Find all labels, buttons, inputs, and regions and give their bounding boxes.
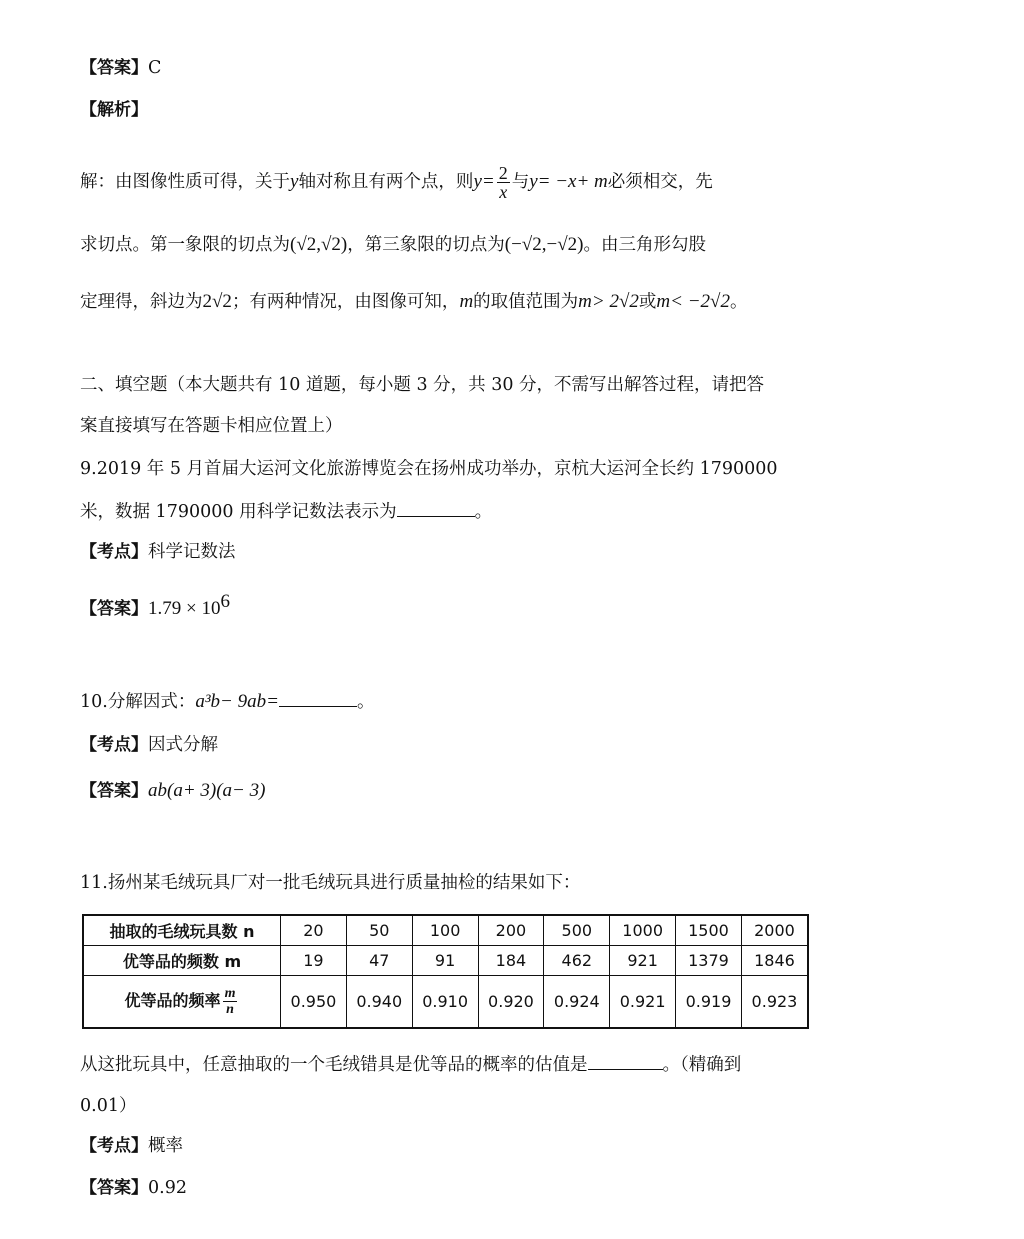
q11-answer-value: 0.92	[148, 1178, 187, 1198]
table-cell: 462	[544, 945, 610, 975]
row-header	[83, 976, 281, 1028]
text: 。（精确到	[662, 1055, 742, 1075]
table-cell: 200	[478, 915, 544, 945]
table-cell: 0.910	[412, 976, 478, 1028]
q8-analysis-line	[80, 98, 148, 122]
table-cell: 47	[346, 945, 412, 975]
text: 。	[474, 502, 493, 522]
q10-point-line	[80, 733, 218, 757]
table-cell: 500	[544, 915, 610, 945]
row-header: 抽取的毛绒玩具数 n	[83, 915, 281, 945]
table-cell: 184	[478, 945, 544, 975]
answer-blank	[397, 498, 475, 517]
table-cell: 0.923	[741, 976, 808, 1028]
q11-answer-line	[80, 1176, 187, 1200]
q11-point-line	[80, 1134, 183, 1158]
range-2: m< −2√2	[656, 291, 730, 312]
q9-line-2	[80, 498, 492, 524]
text: 。	[729, 292, 748, 312]
q10-question-line	[80, 688, 374, 714]
fraction-denominator: n	[226, 1002, 234, 1018]
answer-blank	[279, 688, 357, 707]
text: ；有两种情况，由图像可知，	[231, 292, 460, 312]
q9-point-line	[80, 540, 236, 564]
point-tag: 【考点】	[80, 735, 148, 755]
table-cell: 0.920	[478, 976, 544, 1028]
q9-line-1: 9.2019 年 5 月首届大运河文化旅游博览会在扬州成功举办，京杭大运河全长约 1790000	[80, 459, 778, 479]
q8-solution-line-3	[80, 290, 747, 314]
text: 从这批玩具中，任意抽取的一个毛绒错具是优等品的概率的估值是	[80, 1055, 588, 1075]
q8-solution-line-2	[80, 233, 706, 257]
q9-answer-exponent: 6	[220, 591, 230, 612]
analysis-tag: 【解析】	[80, 100, 148, 120]
q10-answer-line	[80, 779, 265, 803]
table-cell: 1500	[676, 915, 742, 945]
fraction-numerator: 2	[498, 163, 508, 183]
table-cell: 50	[346, 915, 412, 945]
table-cell: 20	[281, 915, 347, 945]
q8-answer-line	[80, 56, 161, 80]
table-cell: 2000	[741, 915, 808, 945]
tangent-point-2: (−√2,−√2)	[504, 234, 584, 255]
point-tag: 【考点】	[80, 1136, 148, 1156]
text: 或	[638, 292, 657, 312]
text: 。	[356, 692, 375, 712]
table-cell: 0.919	[676, 976, 742, 1028]
row-header-text: 优等品的频率	[124, 991, 221, 1011]
table-cell: 0.940	[346, 976, 412, 1028]
answer-tag: 【答案】	[80, 598, 148, 619]
table-cell: 19	[281, 945, 347, 975]
table-cell: 91	[412, 945, 478, 975]
range-1: m> 2√2	[578, 291, 639, 312]
quality-inspection-table	[82, 914, 809, 1029]
answer-tag: 【答案】	[80, 1178, 148, 1198]
table-cell: 921	[610, 945, 676, 975]
q9-point-value: 科学记数法	[148, 542, 236, 562]
tangent-point-1: (√2,√2)	[290, 234, 348, 255]
var-y: y	[290, 171, 299, 192]
table-row	[83, 945, 808, 975]
fraction-denominator: x	[499, 182, 508, 202]
answer-blank	[588, 1051, 663, 1070]
point-tag: 【考点】	[80, 542, 148, 562]
answer-tag: 【答案】	[80, 781, 148, 801]
fraction-m-over-n	[223, 986, 238, 1017]
text: ，第三象限的切点为	[347, 235, 505, 255]
table-row	[83, 976, 808, 1028]
row-header: 优等品的频数 m	[83, 945, 281, 975]
table-cell: 0.924	[544, 976, 610, 1028]
q11-question-line-1	[80, 1051, 741, 1077]
section2-heading-line-1: 二、填空题（本大题共有 10 道题，每小题 3 分，共 30 分，不需写出解答过程，请把答	[80, 375, 765, 395]
table-cell: 1000	[610, 915, 676, 945]
answer-tag: 【答案】	[80, 58, 148, 78]
q8-solution-line-1	[80, 164, 713, 201]
q10-expression: a³b− 9ab=	[195, 691, 279, 712]
q10-answer-value: ab(a+ 3)(a− 3)	[148, 780, 266, 801]
line-expression: y= −x+ m	[529, 171, 608, 192]
table-row	[83, 915, 808, 945]
table-cell: 100	[412, 915, 478, 945]
hypotenuse: 2√2	[202, 291, 232, 312]
var-m: m	[459, 291, 474, 312]
table-cell: 1379	[676, 945, 742, 975]
q11-intro-line: 11.扬州某毛绒玩具厂对一批毛绒玩具进行质量抽检的结果如下：	[80, 873, 581, 893]
text: 的取值范围为	[473, 292, 579, 312]
table-cell: 0.921	[610, 976, 676, 1028]
q9-answer-base: 1.79 × 10	[148, 597, 221, 619]
fraction-2-over-x	[497, 164, 510, 201]
table-cell: 0.950	[281, 976, 347, 1028]
text: 求切点。第一象限的切点为	[80, 235, 290, 255]
fraction-numerator: m	[224, 986, 236, 1002]
text: 轴对称且有两个点，则	[298, 172, 474, 192]
text: 必须相交，先	[607, 172, 713, 192]
q9-answer-line	[80, 590, 230, 621]
text: 与	[511, 172, 530, 192]
text: 解：由图像性质可得，关于	[80, 172, 290, 192]
text: 10.分解因式：	[80, 692, 196, 712]
q8-answer-value: C	[148, 58, 162, 78]
q11-point-value: 概率	[148, 1136, 183, 1156]
section2-heading-line-2: 案直接填写在答题卡相应位置上）	[80, 416, 343, 436]
text: 定理得，斜边为	[80, 292, 203, 312]
table-cell: 1846	[741, 945, 808, 975]
text: 。由三角形勾股	[583, 235, 706, 255]
q11-question-line-2: 0.01）	[80, 1096, 137, 1116]
q10-point-value: 因式分解	[148, 735, 218, 755]
text: 米，数据 1790000 用科学记数法表示为	[80, 502, 397, 522]
eq-lhs: y=	[473, 171, 495, 192]
